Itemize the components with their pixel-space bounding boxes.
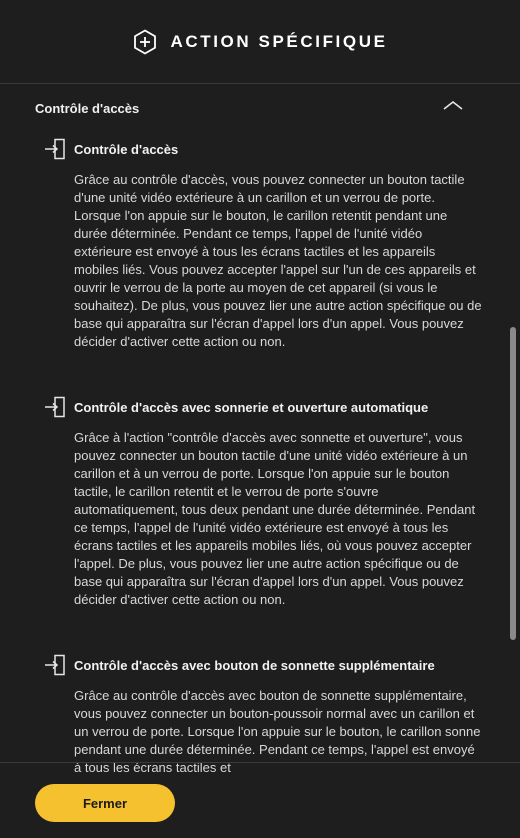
dialog-header (0, 0, 520, 84)
scroll-content[interactable] (0, 85, 520, 775)
item-description: Grâce au contrôle d'accès, vous pouvez connecter un bouton tactile d'une unité vidéo extérieure à un carillon et un verrou de porte. Lorsque l'on appuie sur le bouton, le carillon retentit pendant une durée déterminée. Pendant ce temps, l'appel de l'unité vidéo extérieure est envoyé à tous les écrans tactiles et les appareils mobiles liés. Vous pouvez accepter l'appel sur l'un de ces appareils et ouvrir le verrou de la porte au moyen de cet appareil (si vous le souhaitez). De plus, vous pouvez lier une autre action spécifique ou de base qui apparaîtra sur l'écran d'appel lors d'un appel. Vous pouvez décider d'activer cette action ou non. (74, 172, 482, 349)
action-item-access-control (44, 137, 504, 351)
dialog-title: ACTION SPÉCIFIQUE (170, 31, 388, 51)
item-description: Grâce à l'action "contrôle d'accès avec sonnette et ouverture", vous pouvez connecter un bouton tactile d'une unité vidéo extérieure à un carillon et à un verrou de porte. Lorsque l'on appuie sur le bouton tactile, le carillon retentit et le verrou de porte s'ouvre automatiquement, tous deux pendant une durée déterminée. Pendant ce temps, l'appel de l'unité vidéo extérieure est envoyé à tous les écrans tactiles et les appareils mobiles liés, où vous pouvez accepter l'appel. De plus, vous pouvez lier une autre action spécifique ou de base qui apparaîtra sur l'écran d'appel lors d'un appel. Vous pouvez décider d'activer cette action ou non. (74, 430, 476, 607)
item-title: Contrôle d'accès (74, 141, 179, 157)
item-title: Contrôle d'accès avec sonnerie et ouverture automatique (74, 399, 429, 415)
scrollbar-thumb[interactable] (510, 327, 516, 640)
section-title: Contrôle d'accès (35, 100, 140, 116)
item-title: Contrôle d'accès avec bouton de sonnette supplémentaire (74, 657, 435, 673)
section-header[interactable] (35, 97, 464, 119)
action-item-access-control-extra-bell (44, 653, 504, 777)
chevron-up-icon[interactable] (442, 98, 464, 112)
door-enter-icon (44, 654, 66, 676)
action-item-access-control-auto-open (44, 395, 504, 609)
door-enter-icon (44, 138, 66, 160)
item-description: Grâce au contrôle d'accès avec bouton de sonnette supplémentaire, vous pouvez connecter un bouton-poussoir normal avec un carillon et un verrou de porte. Lorsque l'on appuie sur le bouton, le carillon sonne pendant une durée déterminée. Pendant ce temps, l'appel est envoyé à tous les écrans tactiles et (74, 688, 481, 775)
dialog-footer (0, 762, 520, 838)
door-enter-icon (44, 396, 66, 418)
close-button[interactable]: Fermer (35, 784, 175, 822)
hexagon-plus-icon (132, 29, 158, 55)
